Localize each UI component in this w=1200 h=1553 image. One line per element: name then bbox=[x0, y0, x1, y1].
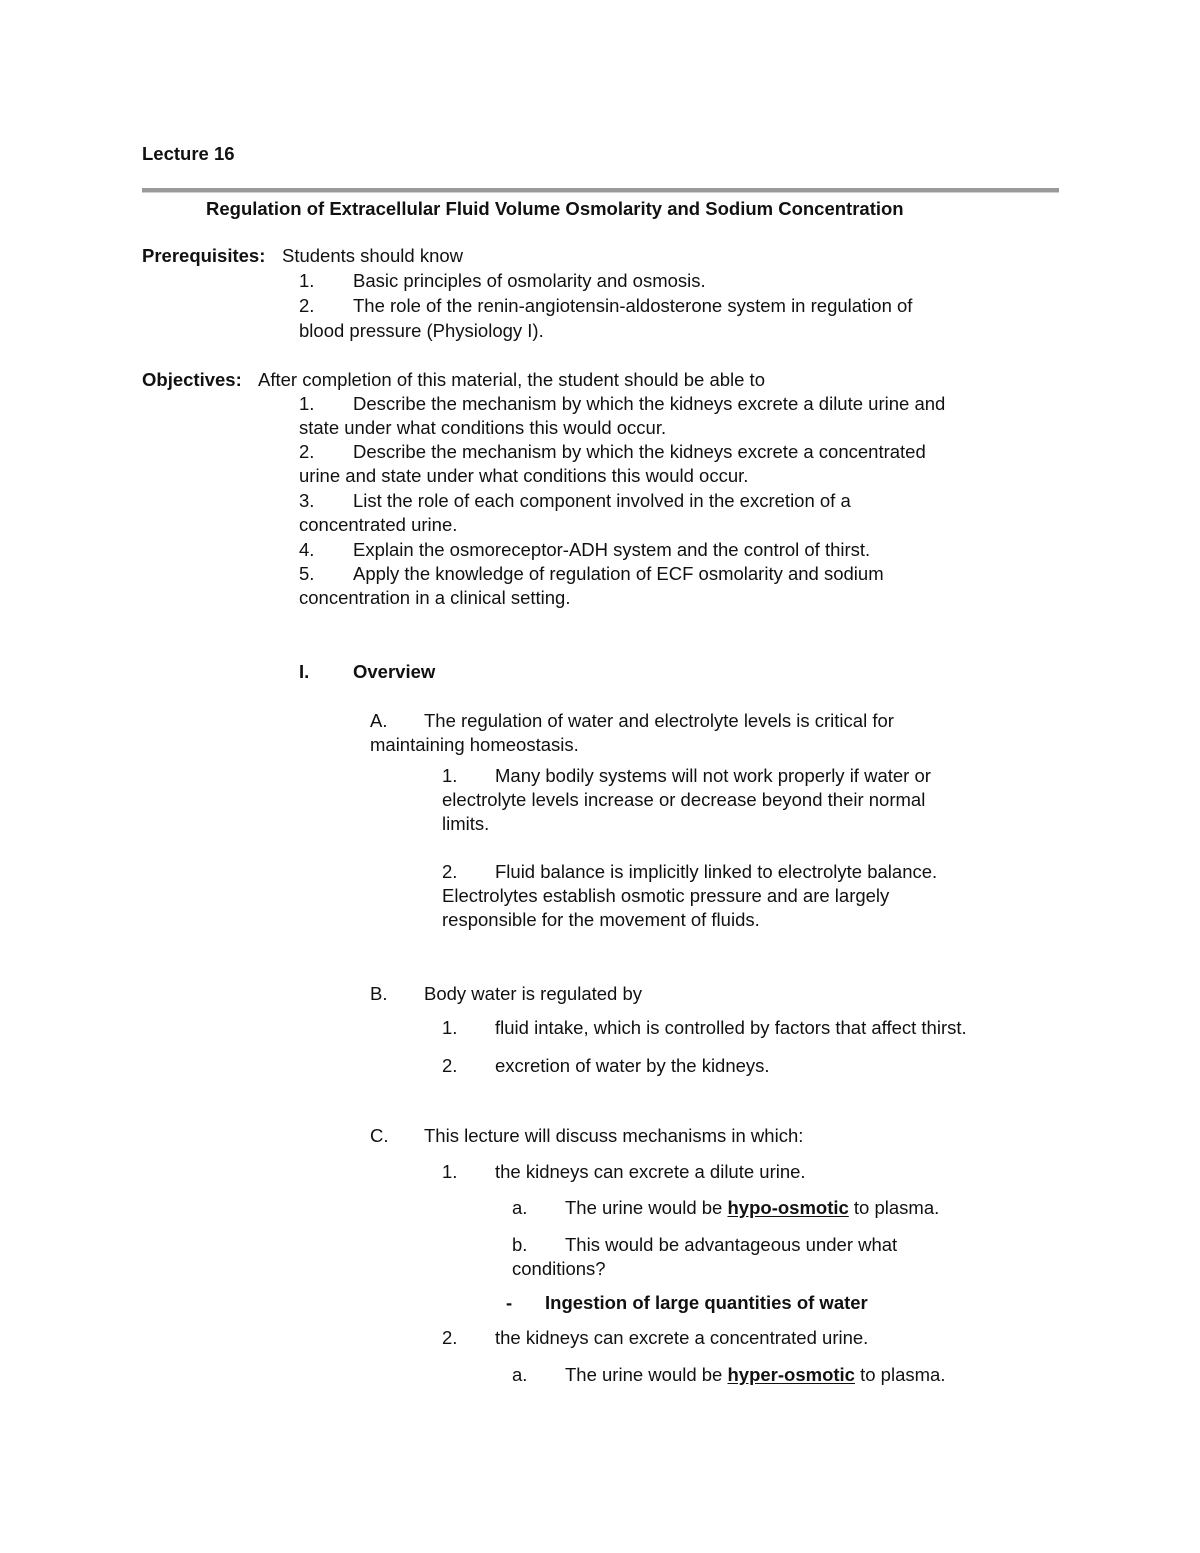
list-item-continuation: Electrolytes establish osmotic pressure and are largely bbox=[442, 885, 890, 906]
list-item-text: Many bodily systems will not work properly if water or bbox=[495, 765, 931, 786]
objective-number: 3. bbox=[299, 490, 315, 511]
objective-number: 1. bbox=[299, 393, 315, 414]
horizontal-rule bbox=[142, 188, 1059, 193]
sublist-continuation: conditions? bbox=[512, 1258, 606, 1279]
list-item-continuation: electrolyte levels increase or decrease beyond their normal bbox=[442, 789, 926, 810]
answer-dash: - bbox=[506, 1292, 513, 1313]
answer-text: Ingestion of large quantities of water bbox=[545, 1292, 868, 1313]
objective-text: Apply the knowledge of regulation of ECF osmolarity and sodium bbox=[353, 563, 884, 584]
list-item-number: 1. bbox=[442, 1017, 458, 1038]
objective-continuation: concentration in a clinical setting. bbox=[299, 587, 571, 608]
sublist-label: a. bbox=[512, 1197, 528, 1218]
subsection-label: B. bbox=[370, 983, 388, 1004]
list-item-continuation: limits. bbox=[442, 813, 490, 834]
list-item-text: the kidneys can excrete a dilute urine. bbox=[495, 1161, 806, 1182]
objective-number: 2. bbox=[299, 441, 315, 462]
sublist-label: a. bbox=[512, 1364, 528, 1385]
sublist-text-pre: The urine would be bbox=[565, 1197, 723, 1218]
objective-continuation: concentrated urine. bbox=[299, 514, 458, 535]
objective-text: List the role of each component involved in the excretion of a bbox=[353, 490, 851, 511]
subsection-text: Body water is regulated by bbox=[424, 983, 643, 1004]
section-number: I. bbox=[299, 661, 310, 682]
list-item-number: 1. bbox=[442, 1161, 458, 1182]
subsection-text: This lecture will discuss mechanisms in which: bbox=[424, 1125, 804, 1146]
subsection-label: C. bbox=[370, 1125, 389, 1146]
subsection-text: The regulation of water and electrolyte levels is critical for bbox=[424, 710, 894, 731]
sublist-text-post: to plasma. bbox=[860, 1364, 946, 1385]
lecture-number: Lecture 16 bbox=[142, 143, 235, 164]
objective-text: Describe the mechanism by which the kidneys excrete a dilute urine and bbox=[353, 393, 946, 414]
sublist-text: This would be advantageous under what bbox=[565, 1234, 898, 1255]
objectives-label: Objectives: bbox=[142, 369, 242, 390]
prereq-item-text: The role of the renin-angiotensin-aldosterone system in regulation of bbox=[353, 295, 913, 316]
prereq-item-number: 2. bbox=[299, 295, 315, 316]
objective-number: 4. bbox=[299, 539, 315, 560]
sublist-text-pre: The urine would be bbox=[565, 1364, 723, 1385]
list-item-number: 2. bbox=[442, 1327, 458, 1348]
objectives-intro: After completion of this material, the student should be able to bbox=[258, 369, 765, 390]
subsection-label: A. bbox=[370, 710, 388, 731]
subsection-continuation: maintaining homeostasis. bbox=[370, 734, 579, 755]
prerequisites-label: Prerequisites: bbox=[142, 245, 266, 266]
sublist-text-post: to plasma. bbox=[853, 1197, 940, 1218]
list-item-continuation: responsible for the movement of fluids. bbox=[442, 909, 760, 930]
section-heading: Overview bbox=[353, 661, 436, 682]
list-item-text: fluid intake, which is controlled by factors that affect thirst. bbox=[495, 1017, 967, 1038]
prereq-item-text: Basic principles of osmolarity and osmosis. bbox=[353, 270, 706, 291]
list-item-number: 2. bbox=[442, 1055, 458, 1076]
list-item-number: 1. bbox=[442, 765, 458, 786]
list-item-text: excretion of water by the kidneys. bbox=[495, 1055, 770, 1076]
list-item-text: Fluid balance is implicitly linked to electrolyte balance. bbox=[495, 861, 938, 882]
prereq-item-number: 1. bbox=[299, 270, 315, 291]
sublist-text bbox=[565, 1363, 945, 1387]
sublist-text bbox=[565, 1196, 939, 1220]
objective-continuation: state under what conditions this would occur. bbox=[299, 417, 667, 438]
objective-number: 5. bbox=[299, 563, 315, 584]
key-term: hypo-osmotic bbox=[727, 1197, 849, 1218]
list-item-text: the kidneys can excrete a concentrated urine. bbox=[495, 1327, 869, 1348]
key-term: hyper-osmotic bbox=[727, 1364, 855, 1385]
prereq-item-continuation: blood pressure (Physiology I). bbox=[299, 320, 544, 341]
objective-continuation: urine and state under what conditions this would occur. bbox=[299, 465, 749, 486]
document-title: Regulation of Extracellular Fluid Volume Osmolarity and Sodium Concentration bbox=[206, 198, 904, 219]
list-item-number: 2. bbox=[442, 861, 458, 882]
objective-text: Explain the osmoreceptor-ADH system and the control of thirst. bbox=[353, 539, 871, 560]
sublist-label: b. bbox=[512, 1234, 528, 1255]
prerequisites-intro: Students should know bbox=[282, 245, 464, 266]
objective-text: Describe the mechanism by which the kidneys excrete a concentrated bbox=[353, 441, 926, 462]
